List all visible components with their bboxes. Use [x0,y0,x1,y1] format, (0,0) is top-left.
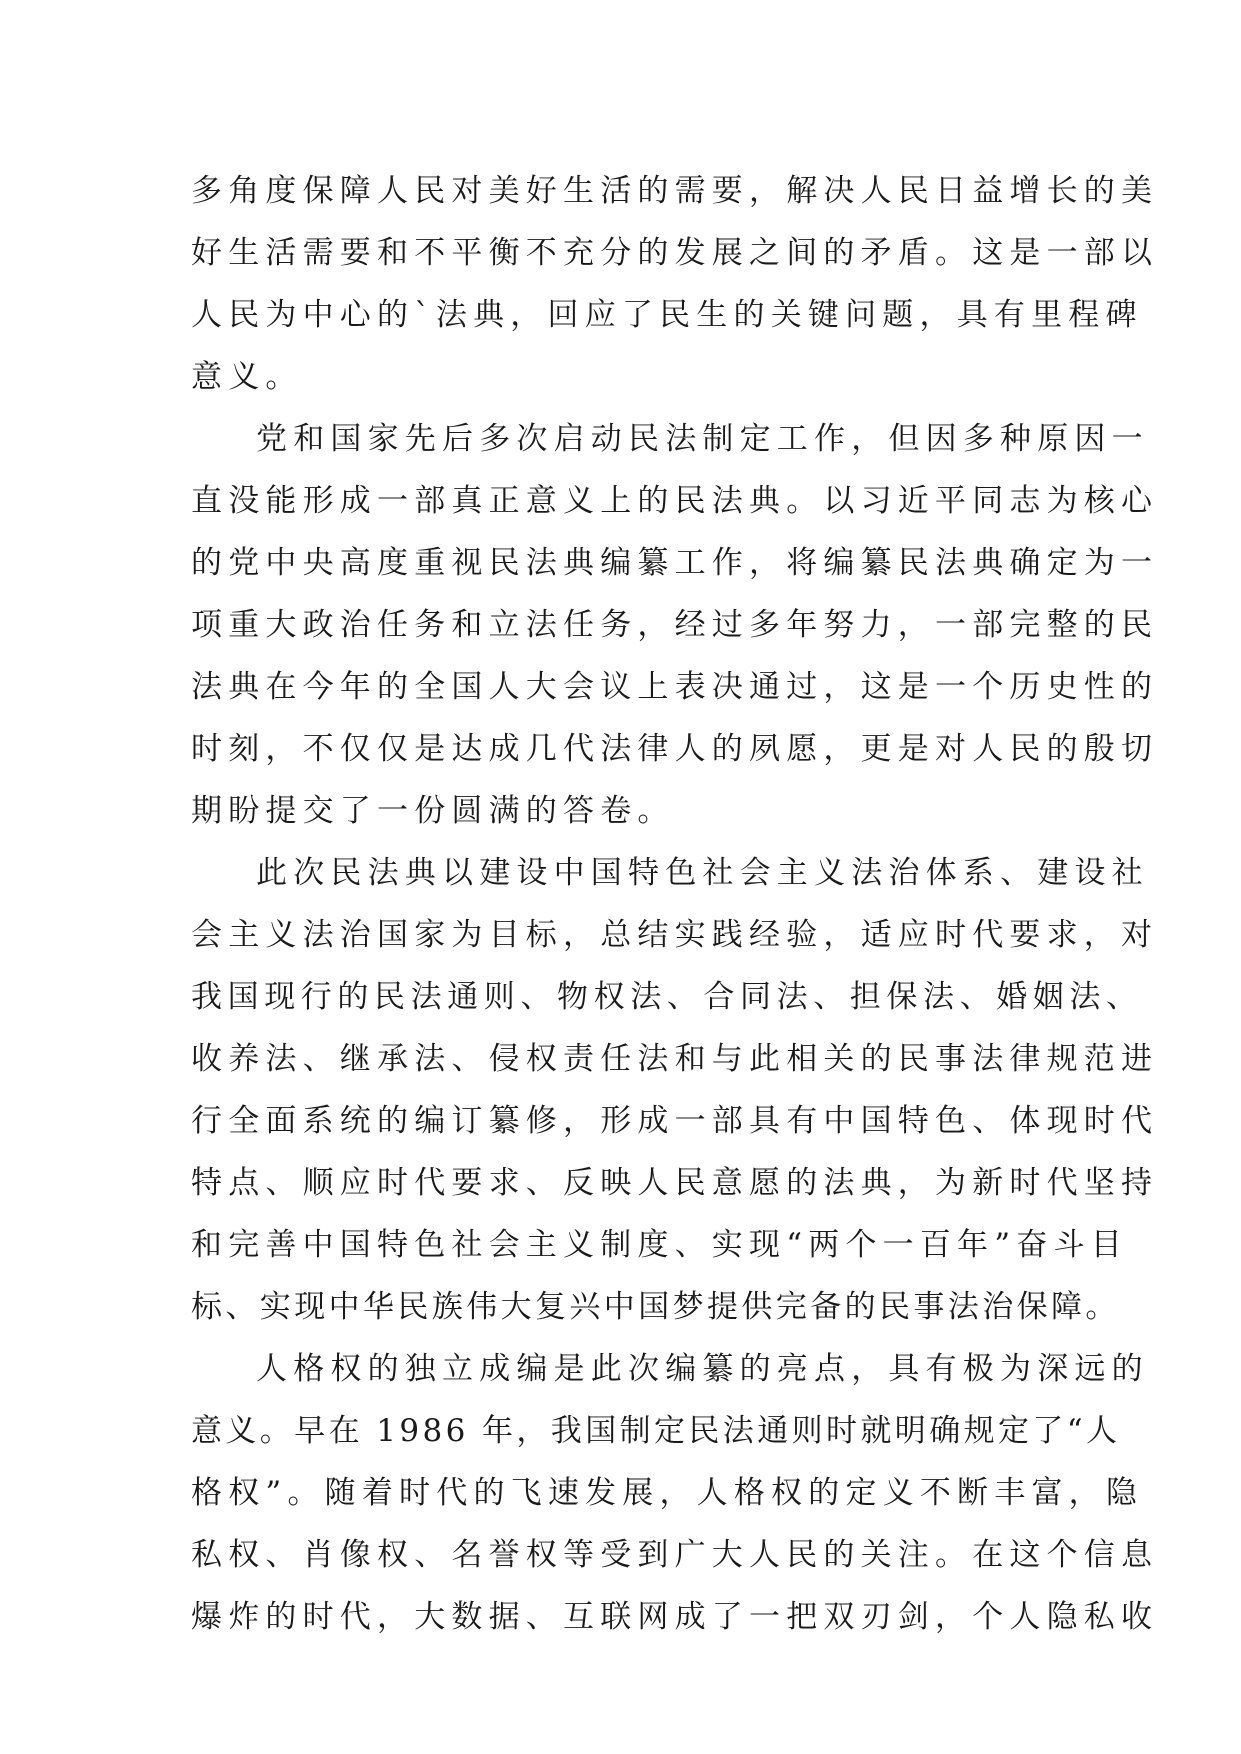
text-line: 期盼提交了一份圆满的答卷。 [191,793,675,829]
text-line: 行全面系统的编订纂修，形成一部具有中国特色、体现时代 [191,1103,1159,1139]
text-line: 法典在今年的全国人大会议上表决通过，这是一个历史性的 [191,669,1159,705]
text-line: 的党中央高度重视民法典编纂工作，将编纂民法典确定为一 [191,545,1159,581]
text-line: 会主义法治国家为目标，总结实践经验，适应时代要求，对 [191,917,1159,953]
text-line: 意义。早在 1986 年，我国制定民法通则时就明确规定了“人 [191,1413,1121,1449]
text-line: 时刻，不仅仅是达成几代法律人的夙愿，更是对人民的殷切 [191,731,1159,767]
text-line: 直没能形成一部真正意义上的民法典。以习近平同志为核心 [191,483,1159,519]
text-line: 收养法、继承法、侵权责任法和与此相关的民事法律规范进 [191,1041,1159,1077]
text-line: 爆炸的时代，大数据、互联网成了一把双刃剑，个人隐私收 [191,1599,1159,1635]
text-line: 私权、肖像权、名誉权等受到广大人民的关注。在这个信息 [191,1537,1159,1573]
text-line: 人民为中心的`法典，回应了民生的关键问题，具有里程碑 [191,297,1143,333]
text-line: 格权”。随着时代的飞速发展，人格权的定义不断丰富，隐 [191,1475,1144,1511]
text-line: 我国现行的民法通则、物权法、合同法、担保法、婚姻法、 [191,979,1143,1015]
text-line: 和完善中国特色社会主义制度、实现“两个一百年”奋斗目 [191,1227,1128,1263]
text-line: 标、实现中华民族伟大复兴中国梦提供完备的民事法治保障。 [191,1289,1120,1325]
text-line: 多角度保障人民对美好生活的需要，解决人民日益增长的美 [191,173,1159,209]
text-line: 意义。 [191,359,303,395]
paragraph-first-line: 党和国家先后多次启动民法制定工作，但因多种原因一 [256,421,1149,457]
body-text [191,160,1159,1648]
text-line: 好生活需要和不平衡不充分的发展之间的矛盾。这是一部以 [191,235,1159,271]
text-line: 项重大政治任务和立法任务，经过多年努力，一部完整的民 [191,607,1159,643]
text-line: 特点、顺应时代要求、反映人民意愿的法典，为新时代坚持 [191,1165,1159,1201]
paragraph-first-line: 此次民法典以建设中国特色社会主义法治体系、建设社 [256,855,1149,891]
paragraph-first-line: 人格权的独立成编是此次编纂的亮点，具有极为深远的 [256,1351,1149,1387]
